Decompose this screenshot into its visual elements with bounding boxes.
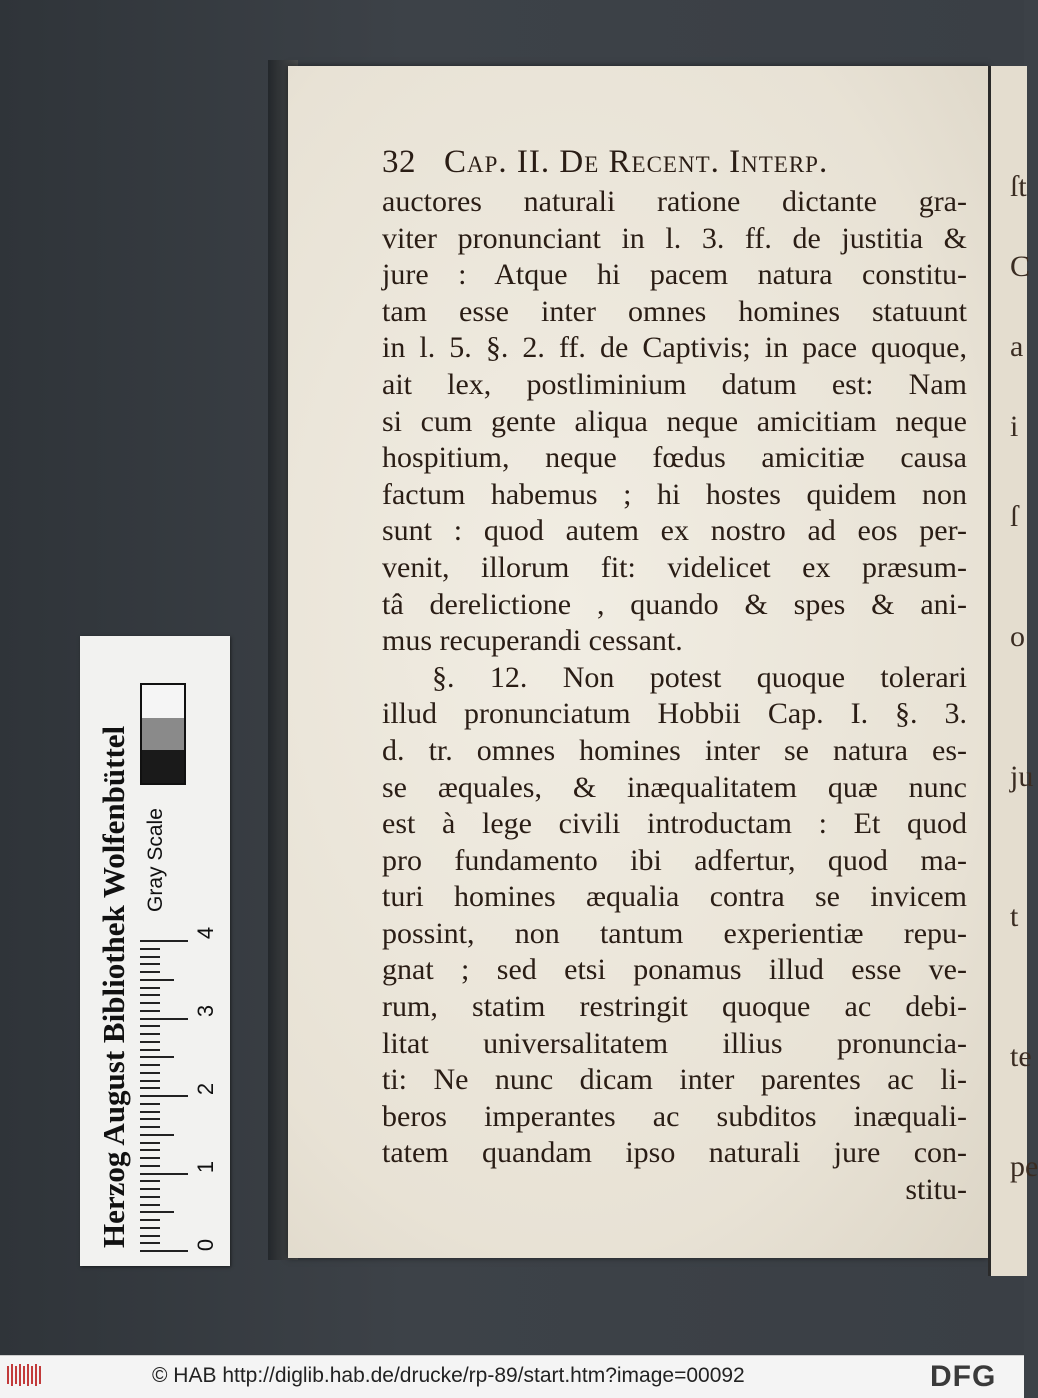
ruler-tick	[140, 987, 160, 989]
text-line: pro fundamento ibi adfertur, quod ma-	[382, 843, 967, 877]
copyright-link[interactable]: © HAB http://diglib.hab.de/drucke/rp-89/start.htm?image=00092	[152, 1364, 745, 1387]
ruler-number: 4	[193, 926, 219, 940]
text-line: possint, non tantum experientiæ repu-	[382, 916, 967, 950]
facing-page-glyph: ju	[1010, 760, 1034, 793]
ruler-tick	[140, 1025, 160, 1027]
text-line: ti: Ne nunc dicam inter parentes ac li-	[382, 1063, 967, 1097]
gray-patch	[142, 685, 184, 718]
text-line: §. 12. Non potest quoque tolerari	[432, 660, 967, 694]
ruler-tick	[140, 1227, 160, 1229]
text-line: jure : Atque hi pacem natura constitu-	[382, 258, 967, 292]
ruler-tick	[140, 1235, 160, 1237]
text-line: se æquales, & inæqualitatem quæ nunc	[382, 770, 967, 804]
ruler-tick	[140, 1157, 160, 1159]
text-line: d. tr. omnes homines inter se natura es-	[382, 733, 967, 767]
facing-page-glyph: o	[1010, 620, 1025, 653]
ruler-tick	[140, 1072, 160, 1074]
text-line: litat universalitatem illius pronuncia-	[382, 1026, 967, 1060]
ruler-tick	[140, 948, 160, 950]
ruler-number: 0	[193, 1238, 219, 1252]
ruler-tick	[140, 1041, 160, 1043]
ruler-tick	[140, 1103, 160, 1105]
facing-page-edge	[988, 66, 1038, 1276]
text-line: est à lege civili introductam : Et quod	[382, 807, 967, 841]
text-line: illud pronunciatum Hobbii Cap. I. §. 3.	[382, 697, 967, 731]
ruler-tick	[140, 1204, 160, 1206]
ruler-tick	[140, 1188, 160, 1190]
ruler-tick	[140, 1056, 174, 1058]
text-line: factum habemus ; hi hostes quidem non	[382, 477, 967, 511]
ruler-tick	[140, 1142, 160, 1144]
text-line: auctores naturali ratione dictante gra-	[382, 185, 967, 218]
ruler-tick	[140, 1134, 174, 1136]
text-line: hospitium, neque fœdus amicitiæ causa	[382, 441, 967, 475]
text-line: in l. 5. §. 2. ff. de Captivis; in pace quoque,	[382, 331, 967, 365]
ruler-tick	[140, 979, 174, 981]
text-lines	[382, 184, 967, 1209]
facing-page-glyph: pe	[1010, 1150, 1038, 1183]
ruler-tick	[140, 1080, 160, 1082]
ruler-tick	[140, 971, 160, 973]
ruler-tick	[140, 1250, 188, 1252]
ruler-tick	[140, 1049, 160, 1051]
running-title: Cap. II. De Recent. Interp.	[444, 144, 829, 180]
barcode-icon	[6, 1362, 46, 1388]
ruler-tick	[140, 1180, 160, 1182]
ruler-tick	[140, 1064, 160, 1066]
text-line: stitu-	[905, 1173, 967, 1207]
facing-page-glyph: te	[1010, 1040, 1032, 1073]
ruler-tick	[140, 1165, 160, 1167]
text-line: venit, illorum fit: videlicet ex præsum-	[382, 550, 967, 584]
ruler-tick	[140, 940, 188, 942]
ruler-tick	[140, 1118, 160, 1120]
gray-patch	[142, 718, 184, 751]
ruler	[140, 930, 190, 1250]
ruler-tick	[140, 956, 160, 958]
ruler-tick	[140, 1087, 160, 1089]
facing-page-glyph: i	[1010, 410, 1019, 443]
ruler-tick	[140, 963, 160, 965]
text-line: beros imperantes ac subditos inæquali-	[382, 1099, 967, 1133]
ruler-tick	[140, 1173, 188, 1175]
text-line: rum, statim restringit quoque ac debi-	[382, 990, 967, 1024]
text-line: tatem quandam ipso naturali jure con-	[382, 1136, 967, 1170]
ruler-number: 2	[193, 1082, 219, 1096]
facing-page-glyph: t	[1010, 900, 1019, 933]
gray-patch	[142, 750, 184, 783]
ruler-tick	[140, 1033, 160, 1035]
running-head	[382, 140, 967, 184]
ruler-tick	[140, 1126, 160, 1128]
text-line: mus recuperandi cessant.	[382, 624, 683, 658]
facing-page-glyph: ſt	[1010, 170, 1027, 203]
gray-scale-patches	[140, 683, 186, 785]
text-line: gnat ; sed etsi ponamus illud esse ve-	[382, 953, 967, 987]
ruler-tick	[140, 1196, 160, 1198]
facing-page-glyph: ſ	[1010, 500, 1019, 533]
page-number: 32	[382, 144, 416, 180]
text-line: viter pronunciant in l. 3. ff. de justitia &	[382, 221, 967, 255]
ruler-tick	[140, 1111, 160, 1113]
ruler-tick	[140, 1002, 160, 1004]
ruler-tick	[140, 1211, 174, 1213]
text-line: si cum gente aliqua neque amicitiam neque	[382, 404, 967, 438]
ruler-tick	[140, 1010, 160, 1012]
facing-page-glyph: a	[1010, 330, 1024, 363]
ruler-number: 1	[193, 1160, 219, 1174]
page-text	[382, 140, 967, 1209]
ruler-tick	[140, 1018, 188, 1020]
text-line: turi homines æqualia contra se invicem	[382, 880, 967, 914]
gray-scale-label: Gray Scale	[144, 808, 167, 912]
ruler-tick	[140, 1242, 160, 1244]
text-line: tâ derelictione , quando & spes & ani-	[382, 587, 967, 621]
text-line: sunt : quod autem ex nostro ad eos per-	[382, 514, 967, 548]
ruler-number: 3	[193, 1004, 219, 1018]
ruler-tick	[140, 1095, 188, 1097]
facing-page-glyph: C	[1010, 250, 1031, 283]
ruler-tick	[140, 1149, 160, 1151]
ruler-tick	[140, 994, 160, 996]
dfg-logo: DFG	[930, 1360, 997, 1393]
ruler-tick	[140, 1219, 160, 1221]
text-line: ait lex, postliminium datum est: Nam	[382, 367, 967, 401]
library-label: Herzog August Bibliothek Wolfenbüttel	[96, 725, 131, 1248]
text-line: tam esse inter omnes homines statuunt	[382, 294, 967, 328]
